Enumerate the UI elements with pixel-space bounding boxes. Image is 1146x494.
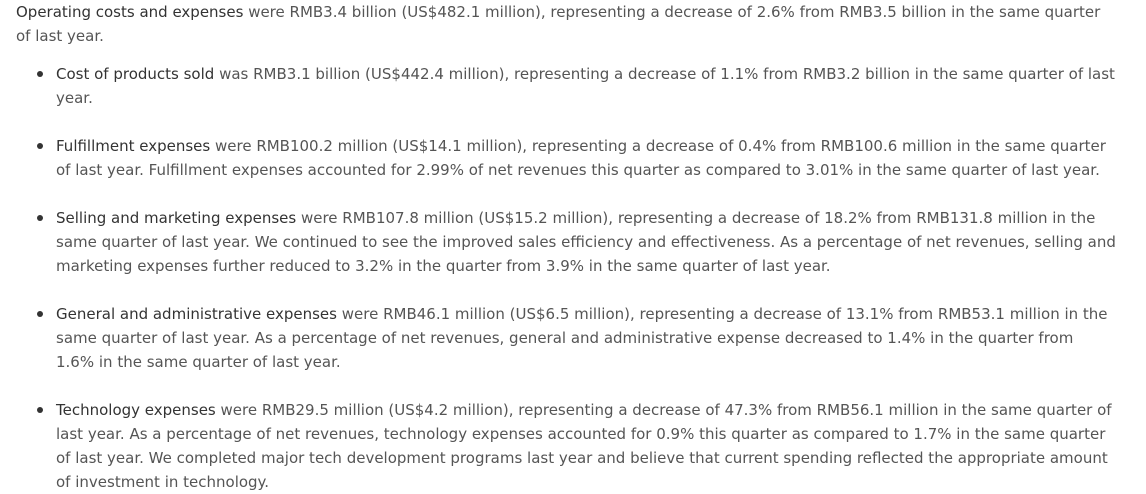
- intro-paragraph: [16, 0, 1116, 48]
- intro-term: Operating costs and expenses: [16, 3, 244, 21]
- item-text: was RMB3.1 billion (US$442.4 million), representing a decrease of 1.1% from RMB3.2 billion in the same quarter of last year.: [56, 65, 1115, 107]
- list-item: [16, 302, 1116, 374]
- expense-list: [16, 62, 1116, 494]
- item-term: Selling and marketing expenses: [56, 209, 297, 227]
- item-text: were RMB100.2 million (US$14.1 million), representing a decrease of 0.4% from RMB100.6 million in the same quarter of last year. Fulfillment expenses accounted for 2.99% of net revenues this quarter as compared to 3.01% in the same quarter of last year.: [56, 137, 1106, 179]
- list-item: [16, 206, 1116, 278]
- item-term: Fulfillment expenses: [56, 137, 211, 155]
- item-term: Cost of products sold: [56, 65, 215, 83]
- bullet-icon: [37, 71, 43, 77]
- item-text: were RMB29.5 million (US$4.2 million), representing a decrease of 47.3% from RMB56.1 million in the same quarter of last year. As a percentage of net revenues, technology expenses accounted for 0.9% this quarter as compared to 1.7% in the same quarter of last year. We completed major tech development programs last year and believe that current spending reflected the appropriate amount of investment in technology.: [56, 401, 1112, 491]
- item-term: Technology expenses: [56, 401, 216, 419]
- list-item: [16, 62, 1116, 110]
- list-item: [16, 134, 1116, 182]
- item-text: were RMB107.8 million (US$15.2 million), representing a decrease of 18.2% from RMB131.8 million in the same quarter of last year. We continued to see the improved sales efficiency and effectiveness. As a percentage of net revenues, selling and marketing expenses further reduced to 3.2% in the quarter from 3.9% in the same quarter of last year.: [56, 209, 1116, 275]
- item-term: General and administrative expenses: [56, 305, 337, 323]
- list-item: [16, 398, 1116, 494]
- item-text: were RMB46.1 million (US$6.5 million), representing a decrease of 13.1% from RMB53.1 million in the same quarter of last year. As a percentage of net revenues, general and administrative expense decreased to 1.4% in the quarter from 1.6% in the same quarter of last year.: [56, 305, 1108, 371]
- intro-text: were RMB3.4 billion (US$482.1 million), representing a decrease of 2.6% from RMB3.5 billion in the same quarter of last year.: [16, 3, 1101, 45]
- bullet-icon: [37, 143, 43, 149]
- bullet-icon: [37, 311, 43, 317]
- bullet-icon: [37, 407, 43, 413]
- bullet-icon: [37, 215, 43, 221]
